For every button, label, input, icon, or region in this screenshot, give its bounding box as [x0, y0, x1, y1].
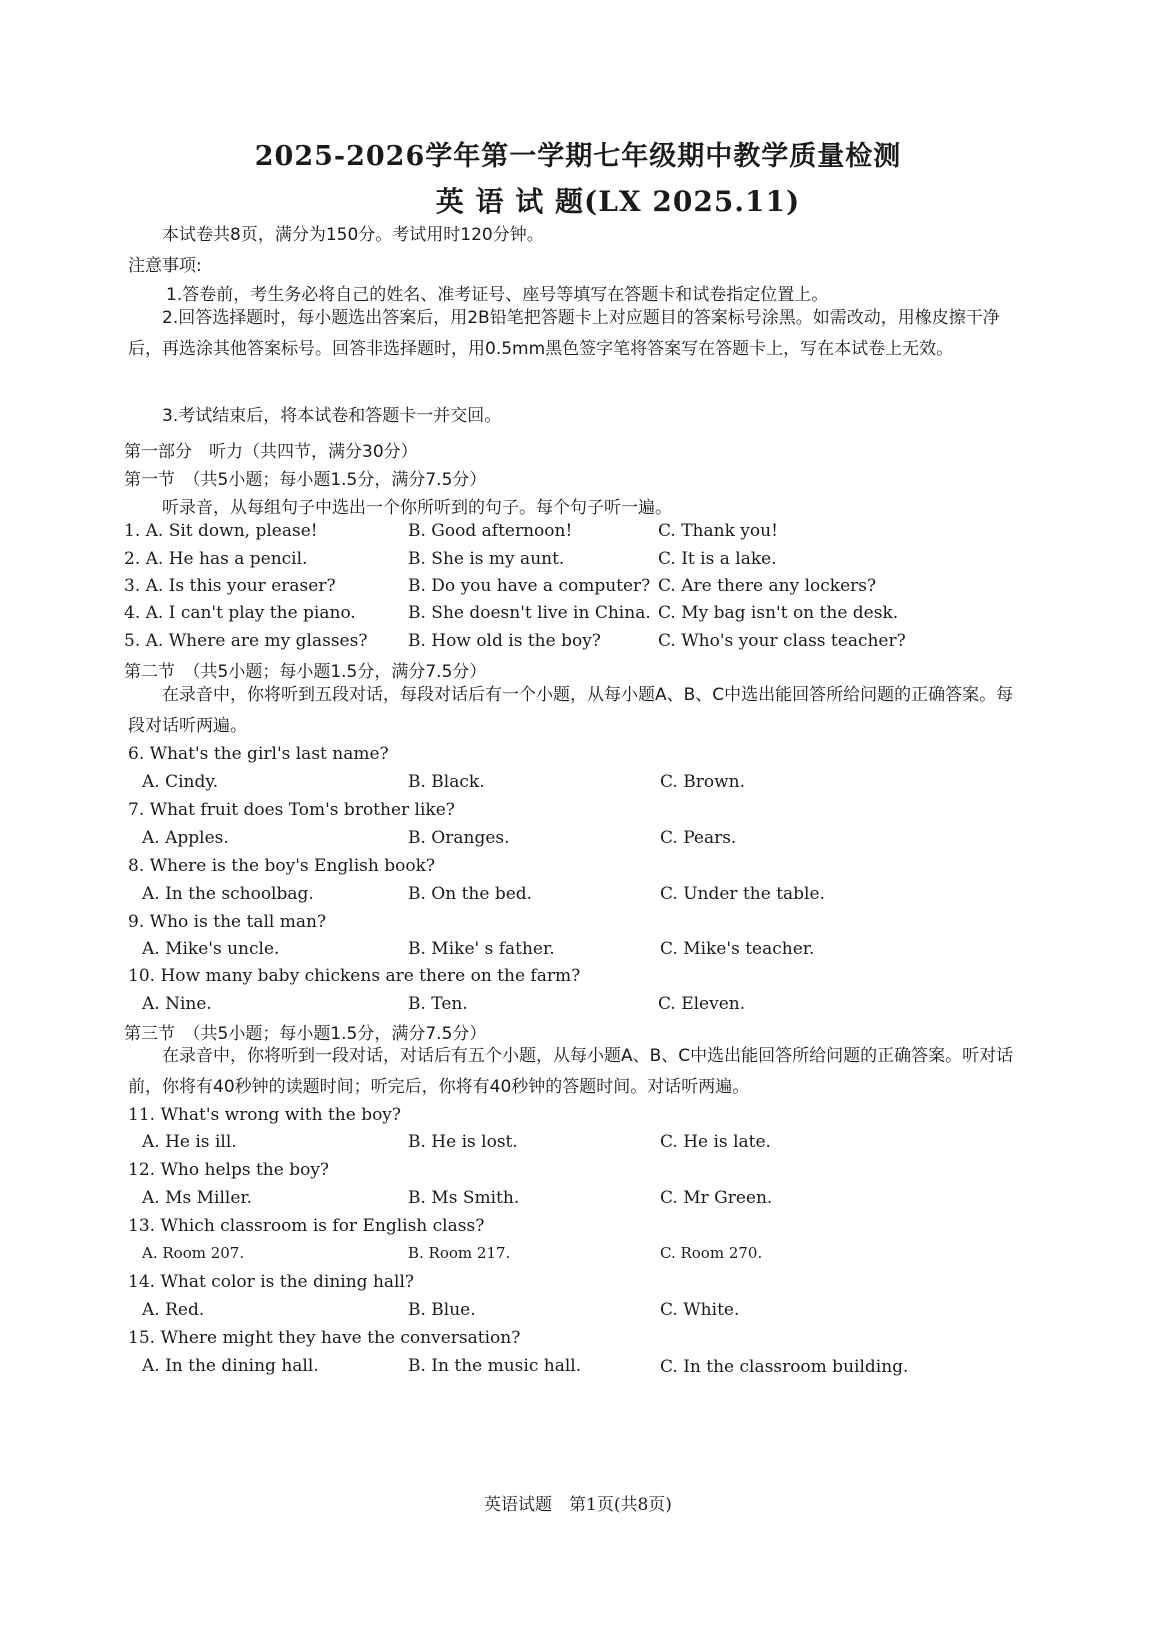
note-1: 1.答卷前，考生务必将自己的姓名、准考证号、座号等填写在答题卡和试卷指定位置上。 [166, 285, 829, 305]
q8-option-c: C. Under the table. [660, 884, 825, 904]
q4-option-a: 4. A. I can't play the piano. [124, 603, 356, 623]
q14-option-b: B. Blue. [408, 1300, 476, 1320]
q8-question: 8. Where is the boy's English book? [128, 856, 435, 876]
q15-option-b: B. In the music hall. [408, 1356, 582, 1376]
q10-option-c: C. Eleven. [658, 994, 746, 1014]
q11-question: 11. What's wrong with the boy? [128, 1105, 402, 1125]
q12-option-a: A. Ms Miller. [142, 1188, 253, 1208]
q3-option-b: B. Do you have a computer? [408, 576, 651, 596]
q9-option-a: A. Mike's uncle. [142, 939, 280, 959]
q12-question: 12. Who helps the boy? [128, 1160, 330, 1180]
q5-option-c: C. Who's your class teacher? [658, 631, 906, 651]
q2-option-a: 2. A. He has a pencil. [124, 549, 308, 569]
q12-option-b: B. Ms Smith. [408, 1188, 520, 1208]
q9-question: 9. Who is the tall man? [128, 912, 327, 932]
q14-question: 14. What color is the dining hall? [128, 1272, 415, 1292]
section2-instruction: 在录音中，你将听到五段对话，每段对话后有一个小题，从每小题A、B、C中选出能回答所给问题的正确答案。每段对话听两遍。 [128, 685, 1014, 736]
q6-option-a: A. Cindy. [142, 772, 219, 792]
part1-heading: 第一部分 听力（共四节，满分30分） [124, 442, 418, 462]
q1-option-a: 1. A. Sit down, please! [124, 521, 318, 541]
q5-option-b: B. How old is the boy? [408, 631, 601, 651]
q10-option-a: A. Nine. [142, 994, 212, 1014]
q10-question: 10. How many baby chickens are there on the farm? [128, 966, 581, 986]
q2-option-b: B. She is my aunt. [408, 549, 565, 569]
section2-heading: 第二节 （共5小题；每小题1.5分，满分7.5分） [124, 662, 487, 682]
q6-question: 6. What's the girl's last name? [128, 744, 389, 764]
q4-option-b: B. She doesn't live in China. [408, 603, 651, 623]
q7-option-b: B. Oranges. [408, 828, 510, 848]
q11-option-c: C. He is late. [660, 1132, 771, 1152]
q10-option-b: B. Ten. [408, 994, 468, 1014]
q7-option-c: C. Pears. [660, 828, 737, 848]
q7-question: 7. What fruit does Tom's brother like? [128, 800, 455, 820]
note-3: 3.考试结束后，将本试卷和答题卡一并交回。 [162, 406, 502, 426]
q12-option-c: C. Mr Green. [660, 1188, 773, 1208]
q2-option-c: C. It is a lake. [658, 549, 777, 569]
notice-label: 注意事项: [128, 256, 202, 276]
q3-option-a: 3. A. Is this your eraser? [124, 576, 336, 596]
q9-option-c: C. Mike's teacher. [660, 939, 815, 959]
q14-option-c: C. White. [660, 1300, 740, 1320]
q11-option-b: B. He is lost. [408, 1132, 518, 1152]
section1-heading: 第一节 （共5小题；每小题1.5分，满分7.5分） [124, 470, 487, 490]
q13-question: 13. Which classroom is for English class? [128, 1216, 485, 1236]
note-2: 2.回答选择题时，每小题选出答案后，用2B铅笔把答题卡上对应题目的答案标号涂黑。如需改动，用橡皮擦干净后，再选涂其他答案标号。回答非选择题时，用0.5mm黑色签字笔将答案写在答题卡上，写在本试卷上无效。 [128, 308, 1000, 359]
q13-option-b: B. Room 217. [408, 1244, 511, 1262]
page-footer: 英语试题 第1页(共8页) [484, 1495, 672, 1515]
q1-option-c: C. Thank you! [658, 521, 778, 541]
q1-option-b: B. Good afternoon! [408, 521, 573, 541]
q13-option-a: A. Room 207. [142, 1244, 245, 1262]
q4-option-c: C. My bag isn't on the desk. [658, 603, 899, 623]
section3-instruction: 在录音中，你将听到一段对话，对话后有五个小题，从每小题A、B、C中选出能回答所给问题的正确答案。听对话前，你将有40秒钟的读题时间；听完后，你将有40秒钟的答题时间。对话听两遍。 [128, 1046, 1014, 1097]
q13-option-c: C. Room 270. [660, 1244, 763, 1262]
q15-option-c: C. In the classroom building. [660, 1357, 909, 1377]
exam-subtitle: 英 语 试 题(LX 2025.11) [435, 185, 801, 218]
q15-question: 15. Where might they have the conversation? [128, 1328, 521, 1348]
q14-option-a: A. Red. [142, 1300, 205, 1320]
q5-option-a: 5. A. Where are my glasses? [124, 631, 368, 651]
q7-option-a: A. Apples. [142, 828, 229, 848]
q6-option-c: C. Brown. [660, 772, 745, 792]
exam-info: 本试卷共8页，满分为150分。考试用时120分钟。 [162, 225, 544, 245]
q3-option-c: C. Are there any lockers? [658, 576, 877, 596]
q6-option-b: B. Black. [408, 772, 485, 792]
q8-option-b: B. On the bed. [408, 884, 533, 904]
exam-title: 2025-2026学年第一学期七年级期中教学质量检测 [254, 141, 902, 172]
q8-option-a: A. In the schoolbag. [142, 884, 314, 904]
q9-option-b: B. Mike' s father. [408, 939, 555, 959]
section1-instruction: 听录音，从每组句子中选出一个你所听到的句子。每个句子听一遍。 [162, 498, 672, 518]
q15-option-a: A. In the dining hall. [142, 1356, 319, 1376]
section3-heading: 第三节 （共5小题；每小题1.5分，满分7.5分） [124, 1024, 487, 1044]
q11-option-a: A. He is ill. [142, 1132, 237, 1152]
